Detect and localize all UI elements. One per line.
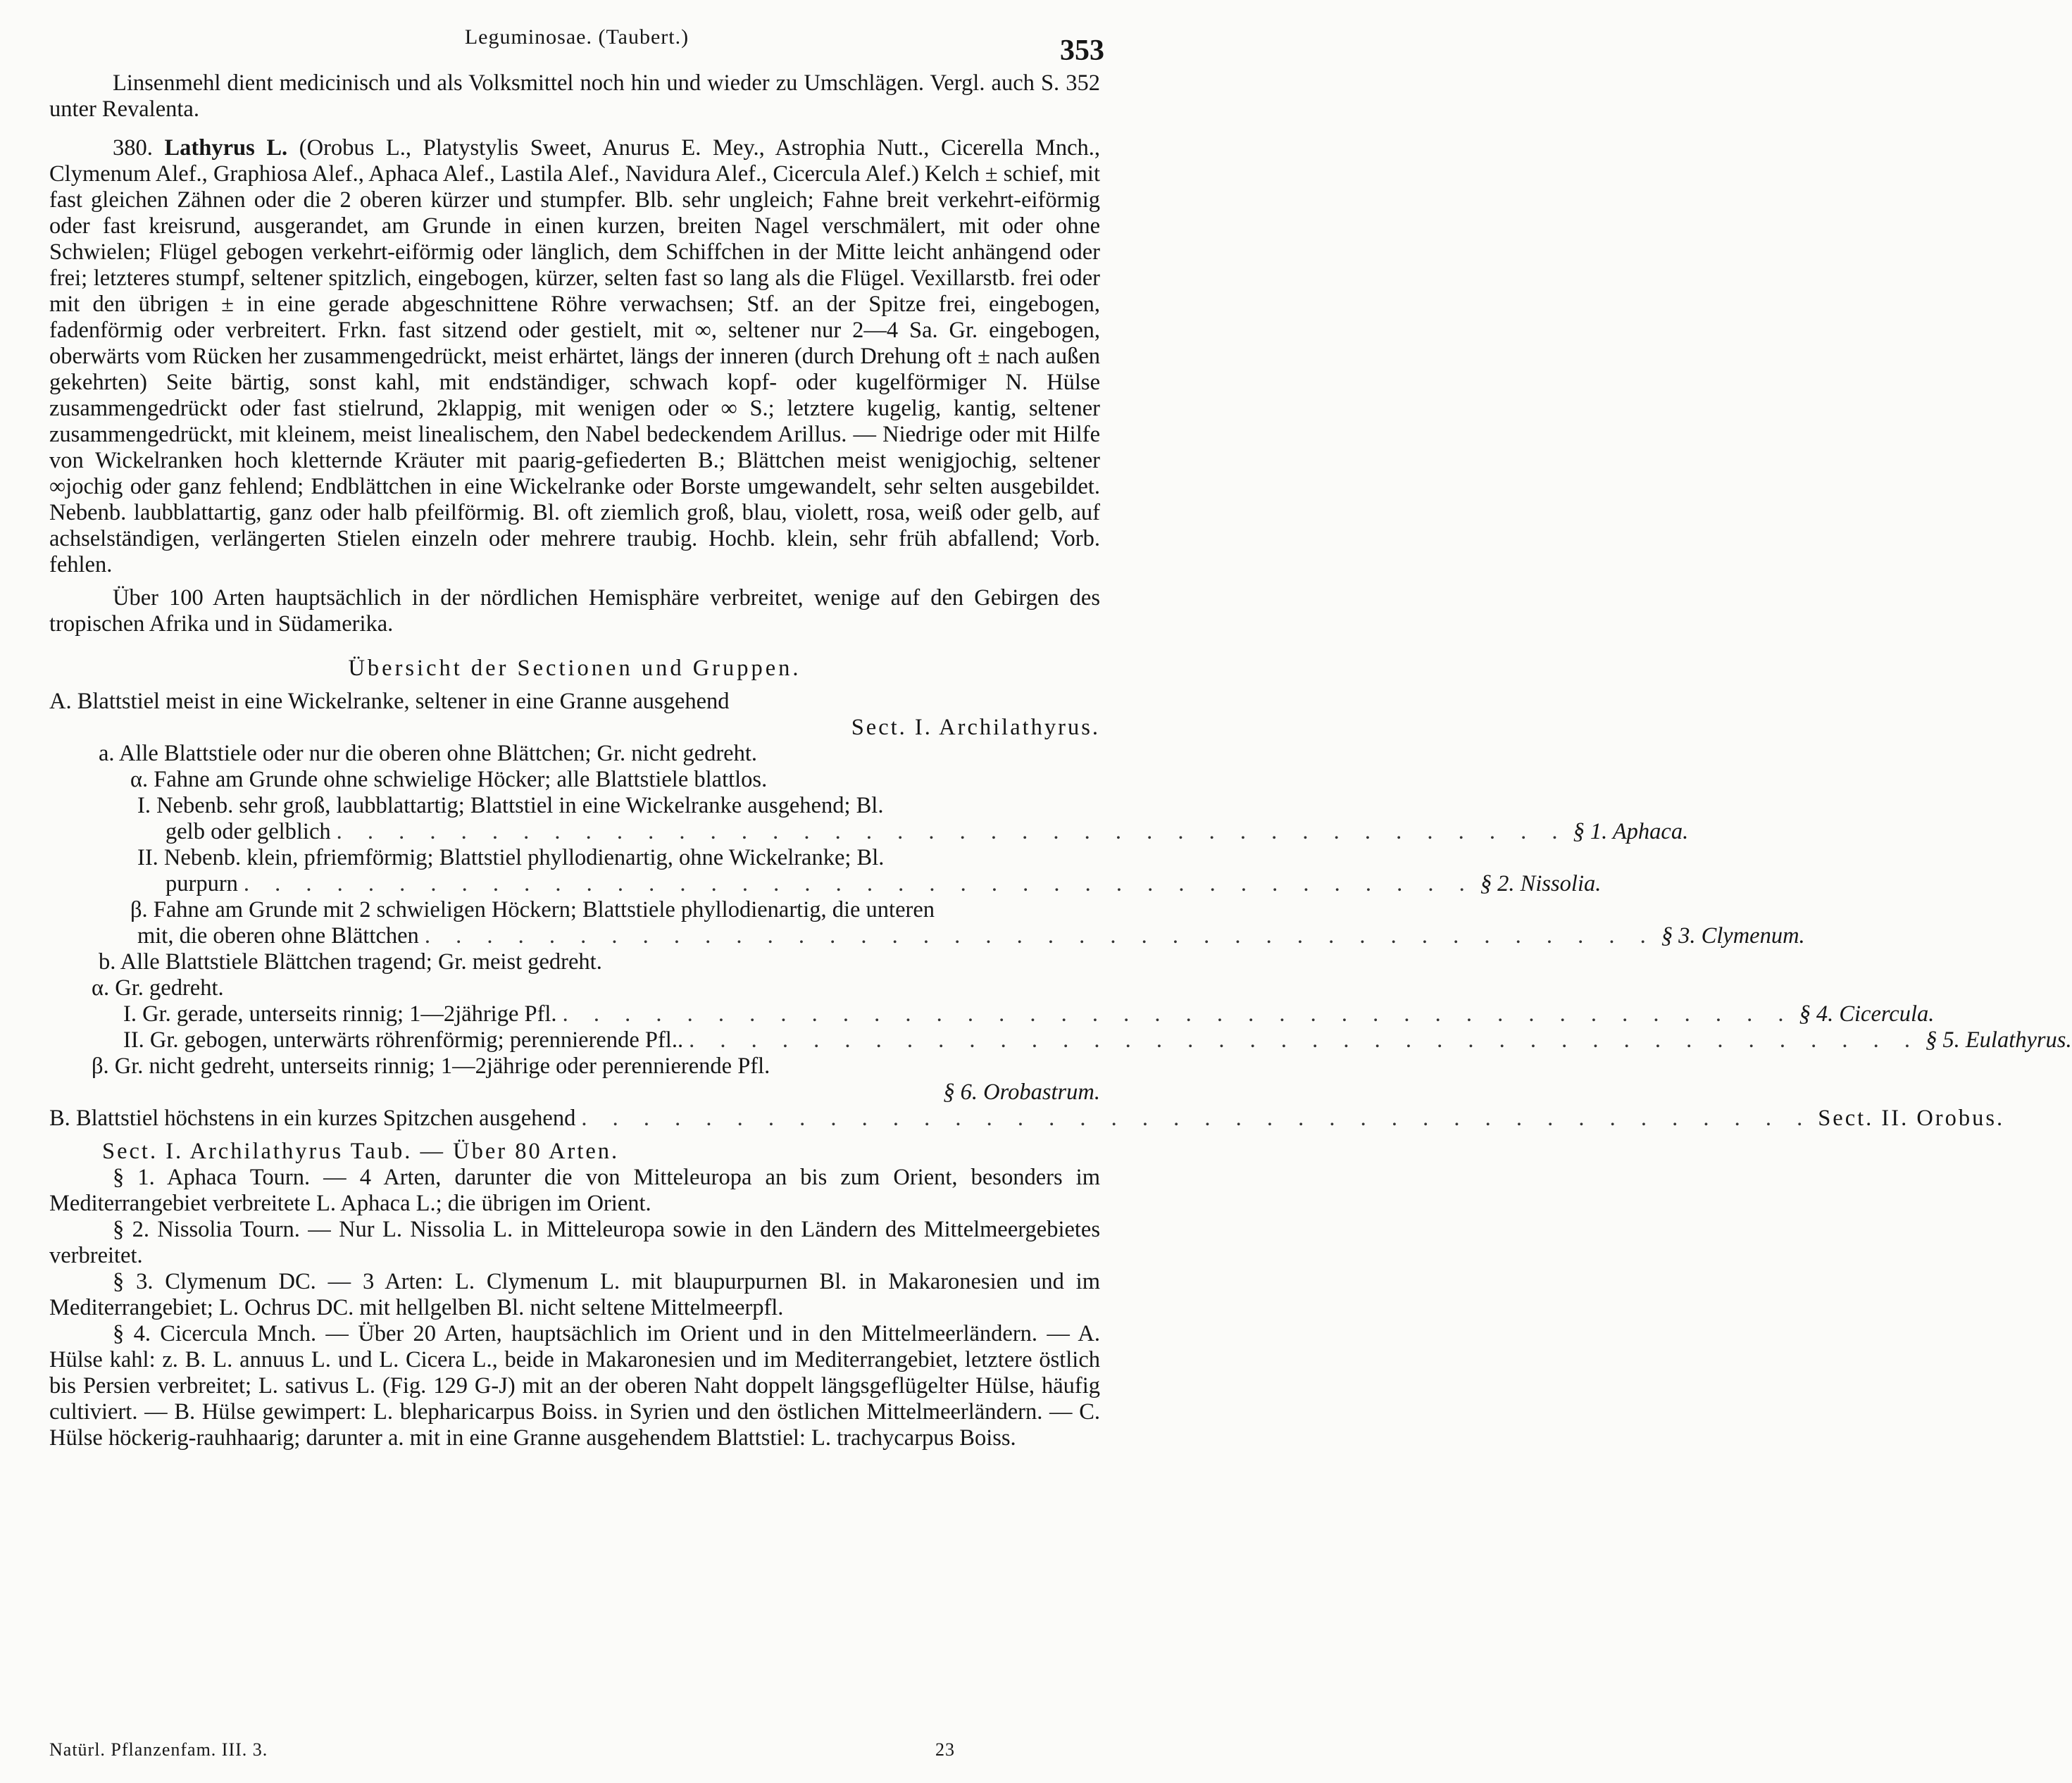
key-beta2-ref <box>49 1080 1100 1106</box>
key-I-line2-text: gelb oder gelblich <box>166 819 331 844</box>
sect1-heading: Sect. I. Archilathyrus Taub. — Über 80 Arten. <box>102 1139 620 1164</box>
key-B <box>49 1106 2005 1132</box>
overview-title: Übersicht der Sectionen und Gruppen. <box>348 656 801 681</box>
key-beta1-line1: β. Fahne am Grunde mit 2 schwieligen Höckern; Blattstiele phyllodienartig, die unteren <box>130 897 935 922</box>
section-2-nissolia: § 2. Nissolia Tourn. — Nur L. Nissolia L. in Mitteleuropa sowie in den Ländern des Mittelmeergebietes verbreitet. <box>49 1217 1100 1268</box>
body-text <box>49 70 2072 1451</box>
key-II2-text: II. Gr. gebogen, unterwärts röhrenförmig; perennierende Pfl.. <box>123 1027 684 1053</box>
leader-dots: . . . . . . . . . . . . . . . . . . . . . . . . . . . . . . . . . . . . . . . . <box>336 819 1568 844</box>
section-1-aphaca: § 1. Aphaca Tourn. — 4 Arten, darunter die von Mitteleuropa an bis zum Orient, besonders im Mediterrangebiet verbreitete L. Aphaca L.; die übrigen im Orient. <box>49 1165 1100 1216</box>
key-b: b. Alle Blattstiele Blättchen tragend; Gr. meist gedreht. <box>99 949 602 975</box>
key-beta2: β. Gr. nicht gedreht, unterseits rinnig; 1—2jährige oder perennierende Pfl. <box>92 1053 770 1079</box>
distribution-paragraph: Über 100 Arten hauptsächlich in der nördlichen Hemisphäre verbreitet, wenige auf den Gebirgen des tropischen Afrika und in Südamerika. <box>49 585 1100 637</box>
key-I-line2 <box>49 819 1689 845</box>
genus-paragraph <box>49 135 1100 578</box>
key-beta1-line2 <box>49 923 1805 949</box>
genus-number: 380. <box>113 135 153 161</box>
key-I2-ref: § 4. Cicercula. <box>1799 1001 1935 1027</box>
key-beta1-ref: § 3. Clymenum. <box>1661 923 1805 949</box>
leader-dots: . . . . . . . . . . . . . . . . . . . . . . . . . . . . . . . . . . . . . . . . <box>562 1001 1794 1027</box>
page-footer <box>49 1739 1100 1768</box>
key-II-line2 <box>49 871 1602 897</box>
key-II-ref: § 2. Nissolia. <box>1480 871 1602 896</box>
section-3-clymenum: § 3. Clymenum DC. — 3 Arten: L. Clymenum L. mit blaupurpurnen Bl. in Makaronesien und im Mediterrangebiet; L. Ochrus DC. mit hellgelben Bl. nicht seltene Mittelmeerpfl. <box>49 1269 1100 1320</box>
intro-paragraph: Linsenmehl dient medicinisch und als Volksmittel noch hin und wieder zu Umschlägen. Vergl. auch S. 352 unter Revalenta. <box>49 70 1100 122</box>
key-II2 <box>49 1027 2072 1053</box>
key-II-line2-text: purpurn <box>166 871 238 896</box>
leader-dots: . . . . . . . . . . . . . . . . . . . . . . . . . . . . . . . . . . . . . . . . <box>689 1027 1920 1053</box>
key-sect1-ref: Sect. I. Archilathyrus. <box>851 715 1100 740</box>
page-header <box>0 20 1154 67</box>
leader-dots: . . . . . . . . . . . . . . . . . . . . . . . . . . . . . . . . . . . . . . . . <box>424 923 1656 949</box>
running-title: Leguminosae. (Taubert.) <box>464 25 689 49</box>
key-I2 <box>49 1001 1935 1027</box>
leader-dots: . . . . . . . . . . . . . . . . . . . . . . . . . . . . . . . . . . . . . . . . <box>243 871 1475 896</box>
key-I2-text: I. Gr. gerade, unterseits rinnig; 1—2jährige Pfl. <box>123 1001 557 1027</box>
leader-dots: . . . . . . . . . . . . . . . . . . . . . . . . . . . . . . . . . . . . . . . . <box>581 1106 1813 1131</box>
key-A: A. Blattstiel meist in eine Wickelranke, seltener in eine Granne ausgehend <box>49 689 730 714</box>
key-II-line1: II. Nebenb. klein, pfriemförmig; Blattstiel phyllodienartig, ohne Wickelranke; Bl. <box>137 845 885 870</box>
genus-description: (Orobus L., Platystylis Sweet, Anurus E. Mey., Astrophia Nutt., Cicerella Mnch., Clymenum Alef., Graphiosa Alef., Aphaca Alef., Lastila Alef., Navidura Alef., Cicercula Alef.) Kelch ± schief, mit fast gleichen Zähnen oder die 2 oberen kürzer und stumpfer. Blb. sehr ungleich; Fahne breit verkehrt-eiförmig oder fast kreisrund, ausgerandet, am Grunde in einen kurzen, breiten Nagel verschmälert, mit oder ohne Schwielen; Flügel gebogen verkehrt-eiförmig oder länglich, dem Schiffchen in der Mitte leicht anhängend oder frei; letzteres stumpf, seltener spitzlich, eingebogen, kürzer, selten fast so lang als die Flügel. Vexillarstb. frei oder mit den übrigen ± in eine gerade abgeschnittene Röhre verwachsen; Stf. an der Spitze frei, eingebogen, fadenförmig oder verbreitert. Frkn. fast sitzend oder gestielt, mit ∞, seltener nur 2—4 Sa. Gr. eingebogen, oberwärts vom Rücken her zusammengedrückt, meist erhärtet, längs der inneren (durch Drehung oft ± nach außen gekehrten) Seite bärtig, sonst kahl, mit endständiger, schwach kopf- oder kugelförmiger N. Hülse zusammengedrückt oder fast stielrund, 2klappig, mit wenigen oder ∞ S.; letztere kugelig, kantig, seltener zusammengedrückt, mit kleinem, meist linealischem, den Nabel bedeckendem Arillus. — Niedrige oder mit Hilfe von Wickelranken hoch kletternde Kräuter mit paarig-gefiederten B.; Blättchen meist wenigjochig, seltener ∞jochig oder ganz fehlend; Endblättchen in eine Wickelranke oder Borste umgewandelt, sehr selten ausgebildet. Nebenb. laubblattartig, ganz oder halb pfeilförmig. Bl. oft ziemlich groß, blau, violett, rosa, weiß oder gelb, auf achselständigen, verlängerten Stielen einzeln oder mehrere traubig. Hochb. klein, sehr früh abfallend; Vorb. fehlen. <box>49 135 1100 577</box>
key-beta2-ref-text: § 6. Orobastrum. <box>943 1080 1100 1105</box>
key-I-line1: I. Nebenb. sehr groß, laubblattartig; Blattstiel in eine Wickelranke ausgehend; Bl. <box>137 793 884 818</box>
footer-signature-mark: 23 <box>935 1739 955 1760</box>
key-beta1-line2-text: mit, die oberen ohne Blättchen <box>137 923 419 949</box>
key-alpha1: α. Fahne am Grunde ohne schwielige Höcker; alle Blattstiele blattlos. <box>130 767 768 792</box>
key-alpha2: α. Gr. gedreht. <box>92 975 224 1001</box>
section-4-cicercula: § 4. Cicercula Mnch. — Über 20 Arten, hauptsächlich im Orient und in den Mittelmeerländern. — A. Hülse kahl: z. B. L. annuus L. und L. Cicera L., beide in Makaronesien und im Mediterrangebiet, letztere östlich bis Persien verbreitet; L. sativus L. (Fig. 129 G-J) mit an der oberen Naht doppelt längsgeflügelter Hülse, häufig cultiviert. — B. Hülse gewimpert: L. blepharicarpus Boiss. in Syrien und den östlichen Mittelmeerländern. — C. Hülse höckerig-rauhhaarig; darunter a. mit in eine Granne ausgehendem Blattstiel: L. trachycarpus Boiss. <box>49 1321 1100 1451</box>
key-B-text: B. Blattstiel höchstens in ein kurzes Spitzchen ausgehend <box>49 1106 576 1131</box>
key-I-ref: § 1. Aphaca. <box>1573 819 1689 844</box>
key-II2-ref: § 5. Eulathyrus. <box>1925 1027 2072 1053</box>
genus-name: Lathyrus L. <box>164 135 288 161</box>
footer-publication: Natürl. Pflanzenfam. III. 3. <box>49 1739 268 1760</box>
key-B-ref: Sect. II. Orobus. <box>1818 1106 2005 1131</box>
key-a: a. Alle Blattstiele oder nur die oberen ohne Blättchen; Gr. nicht gedreht. <box>99 741 757 766</box>
page-number: 353 <box>1060 35 1104 67</box>
